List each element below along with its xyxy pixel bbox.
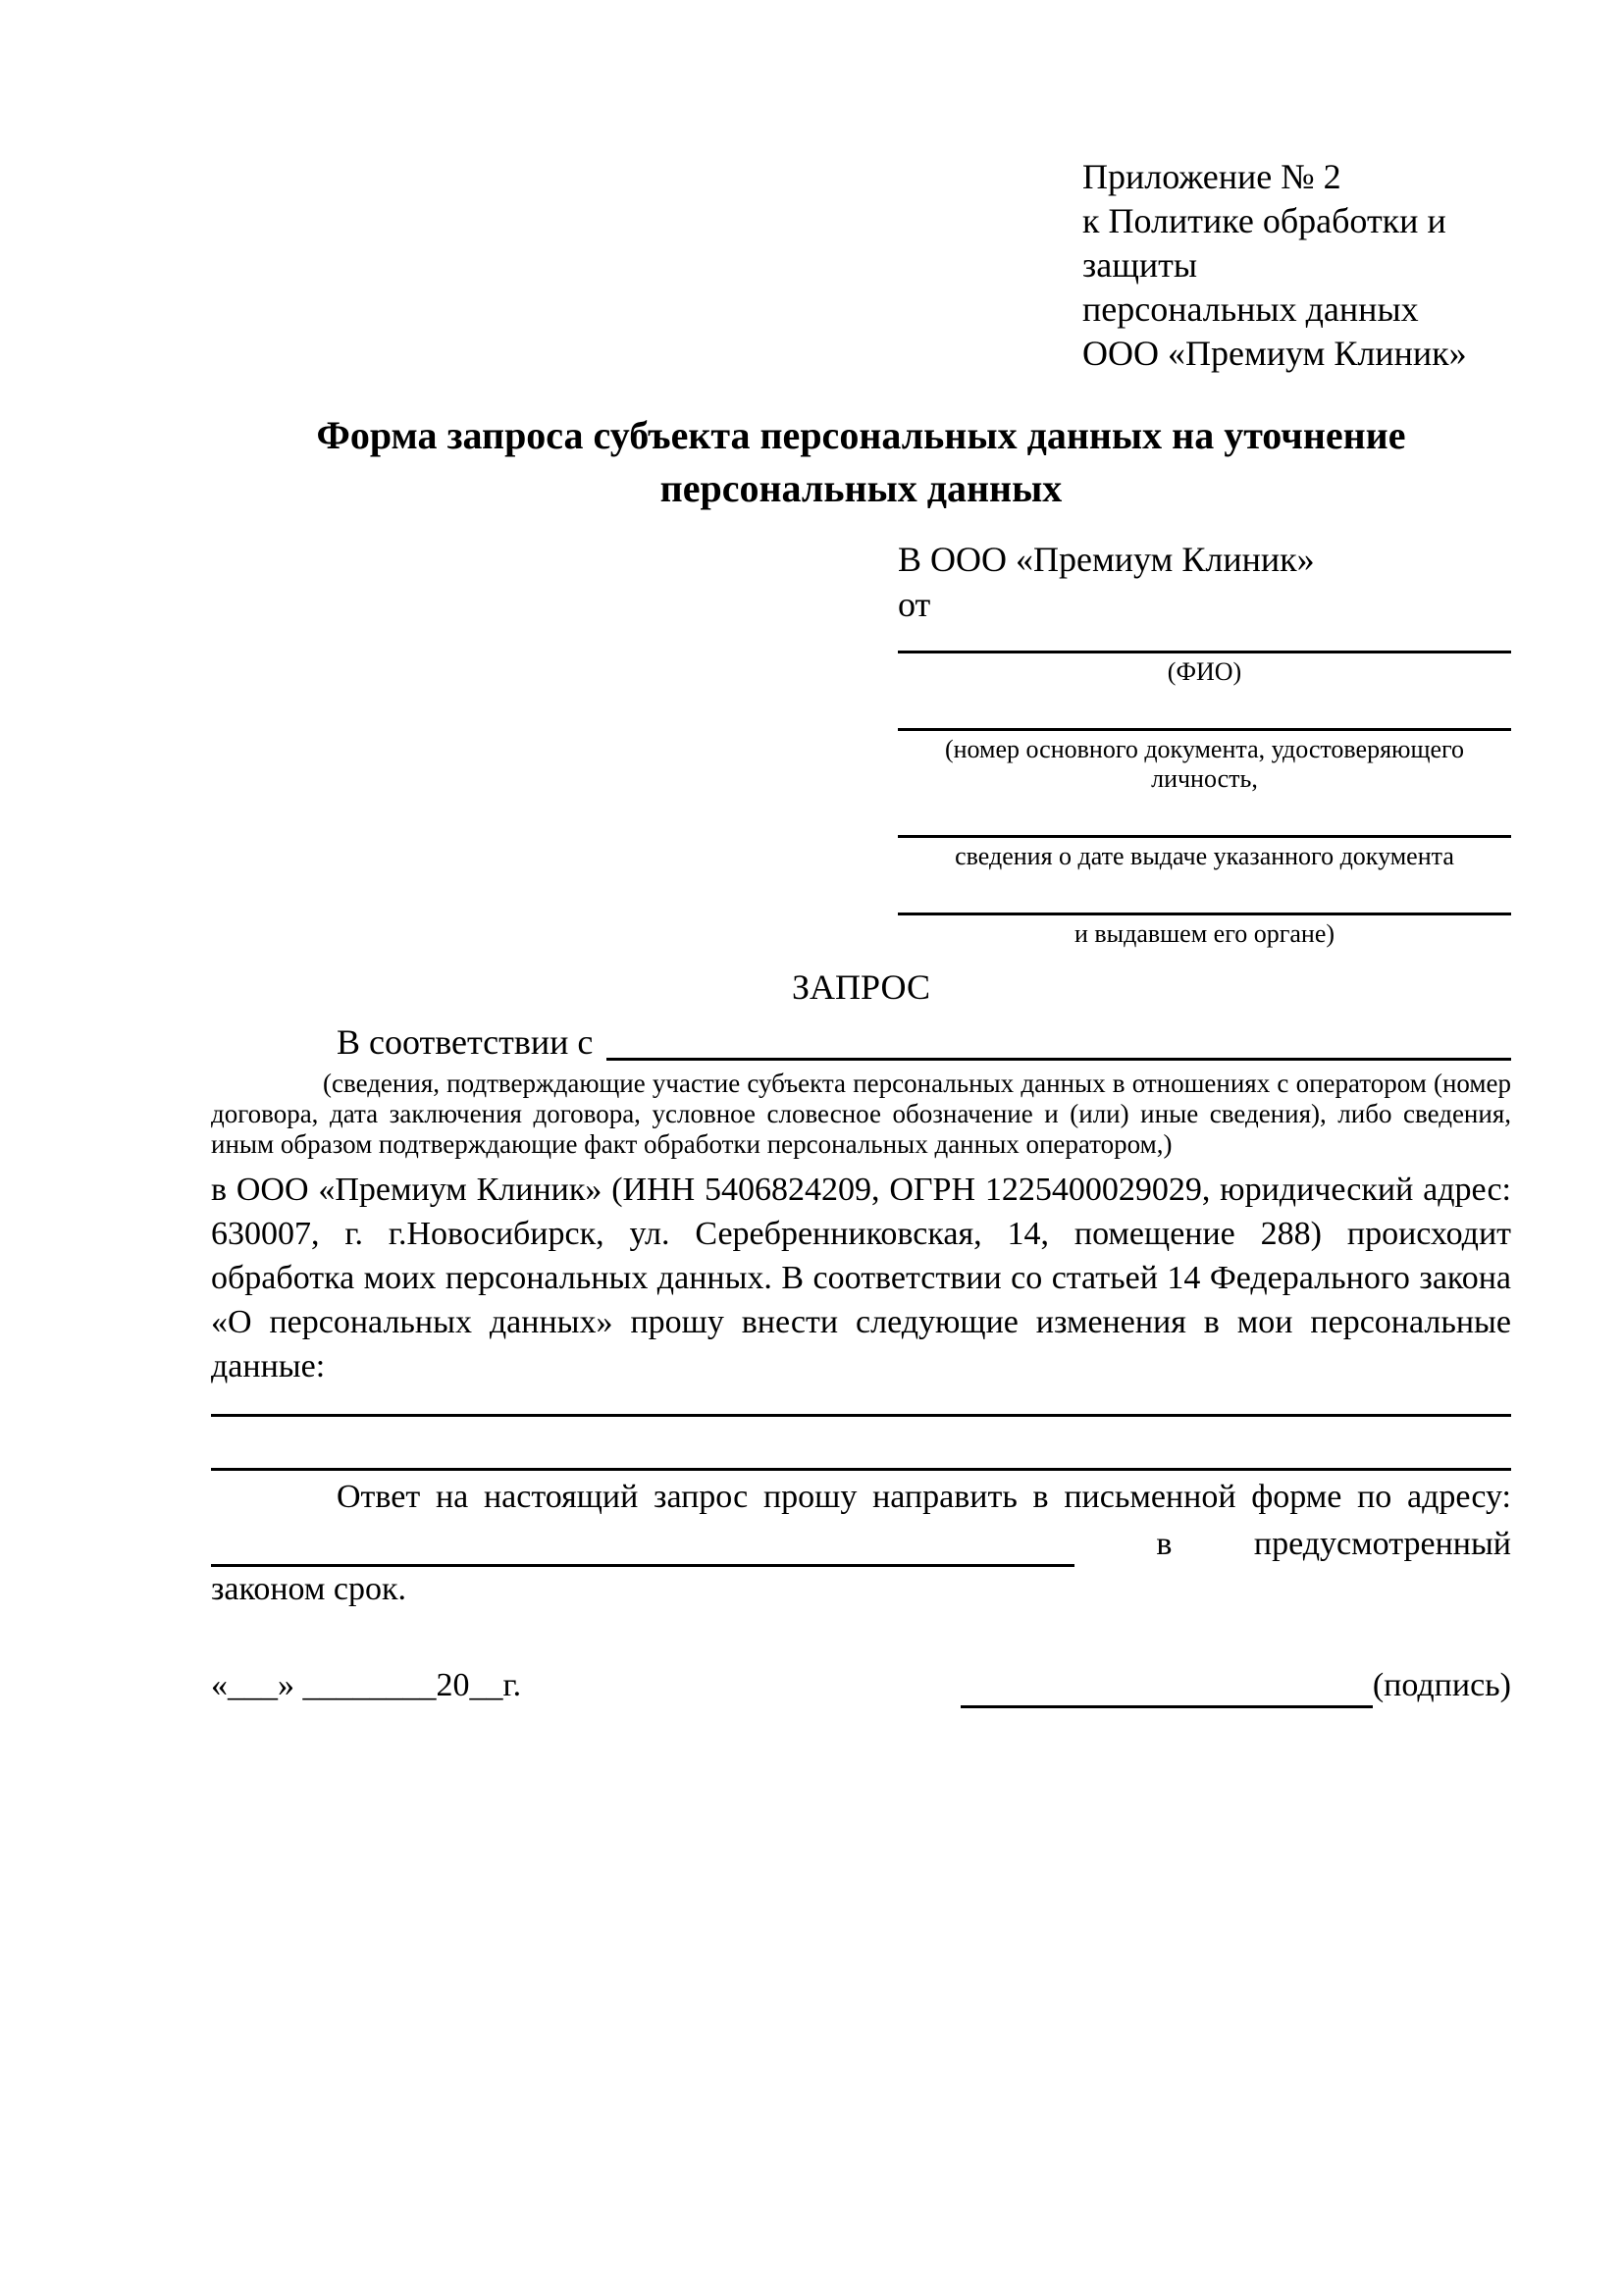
signature-blank-line xyxy=(961,1666,1373,1708)
issue-date-caption: сведения о дате выдаче указанного документа xyxy=(955,842,1454,870)
issuing-authority-caption: и выдавшем его органе) xyxy=(1073,919,1335,948)
annex-block xyxy=(1082,155,1511,376)
accordance-lead: В соответствии с xyxy=(337,1022,594,1062)
address-blank-line xyxy=(211,1525,1074,1567)
request-heading: ЗАПРОС xyxy=(792,967,930,1007)
accordance-line xyxy=(211,1019,1511,1065)
date-signature-row xyxy=(211,1663,1511,1708)
document-number-blank-line xyxy=(898,704,1511,731)
document-number-caption: (номер основного документа, удостоверяющего личность, xyxy=(944,735,1465,793)
reply-line-3: законом срок. xyxy=(211,1571,406,1607)
addressee-from-label: от xyxy=(898,585,931,624)
issuing-authority-blank-line xyxy=(898,889,1511,915)
annex-line: к Политике обработки и защиты xyxy=(1082,201,1446,285)
reply-line-1: Ответ на настоящий запрос прошу направить в письменной форме по адресу: xyxy=(337,1479,1511,1515)
reply-word-v: в xyxy=(1156,1526,1173,1562)
reply-line-2 xyxy=(211,1520,1511,1567)
signature-caption: (подпись) xyxy=(1372,1667,1511,1703)
reply-paragraph xyxy=(211,1475,1511,1612)
body-paragraph: в ООО «Премиум Клиник» (ИНН 5406824209, ОГРН 1225400029029, юридический адрес: 630007, г. г.Новосибирск, ул. Серебренниковская, 14, помещение 288) происходит обработка моих персональных данных. В соответствии со статьей 14 Федерального закона «О персональных данных» прошу внести следующие изменения в мои персональные данные: xyxy=(211,1172,1511,1384)
changes-blank-line-1 xyxy=(211,1388,1511,1417)
issue-date-blank-line xyxy=(898,811,1511,838)
document-content xyxy=(211,155,1511,1708)
reply-word-predusmotrenny: предусмотренный xyxy=(1253,1526,1511,1562)
annex-line: Приложение № 2 xyxy=(1082,157,1341,196)
addressee-organization: В ООО «Премиум Клиник» xyxy=(898,540,1315,579)
date-blank: «___» ________20__г. xyxy=(211,1667,522,1703)
fio-blank-line xyxy=(898,627,1511,653)
annex-line: ООО «Премиум Клиник» xyxy=(1082,334,1467,373)
document-title: Форма запроса субъекта персональных данных на уточнение персональных данных xyxy=(316,413,1406,510)
accordance-note: (сведения, подтверждающие участие субъекта персональных данных в отношениях с оператором (номер договора, дата заключения договора, условное словесное обозначение и (или) иные сведения), либо сведения, иным образом подтверждающие факт обработки персональных данных оператором,) xyxy=(211,1069,1511,1159)
fio-caption: (ФИО) xyxy=(1167,657,1242,686)
annex-line: персональных данных xyxy=(1082,289,1419,329)
accordance-blank-line xyxy=(606,1019,1511,1061)
signature-group xyxy=(961,1663,1511,1708)
changes-blank-line-2 xyxy=(211,1417,1511,1471)
addressee-block xyxy=(898,537,1511,953)
